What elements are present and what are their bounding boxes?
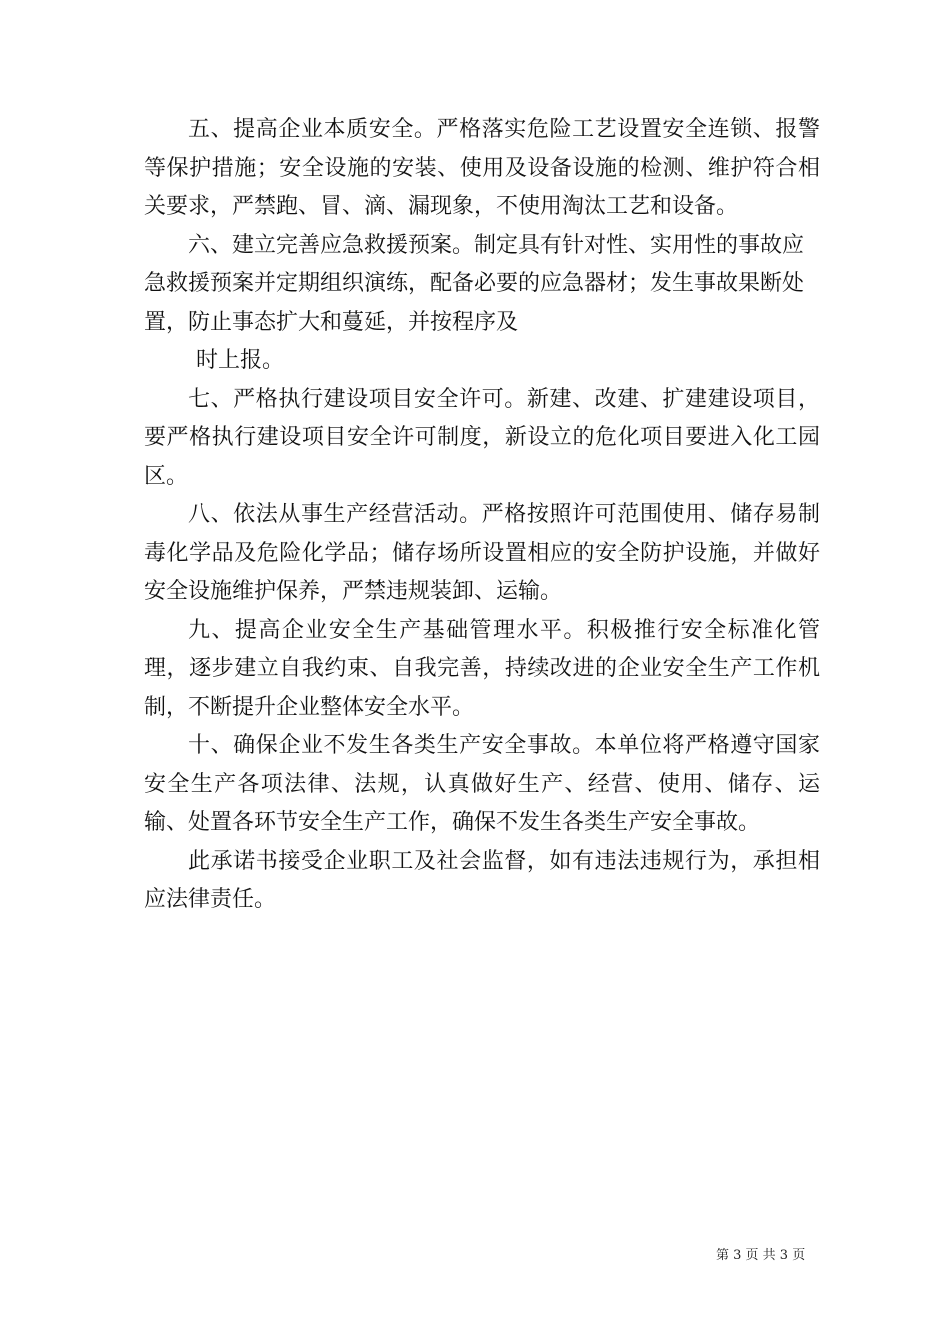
paragraph-five: 五、提高企业本质安全。严格落实危险工艺设置安全连锁、报警等保护措施；安全设施的安装、使用及设备设施的检测、维护符合相关要求，严禁跑、冒、滴、漏现象，不使用淘汰工艺和设备。 <box>144 117 820 219</box>
document-body <box>144 111 820 920</box>
paragraph-nine: 九、提高企业安全生产基础管理水平。积极推行安全标准化管理，逐步建立自我约束、自我完善，持续改进的企业安全生产工作机制，不断提升企业整体安全水平。 <box>144 617 820 720</box>
paragraph-eight: 八、依法从事生产经营活动。严格按照许可范围使用、储存易制毒化学品及危险化学品；储存场所设置相应的安全防护设施，并做好安全设施维护保养，严禁违规装卸、运输。 <box>144 502 820 604</box>
paragraph-six: 六、建立完善应急救援预案。制定具有针对性、实用性的事故应急救援预案并定期组织演练，配备必要的应急器材；发生事故果断处置，防止事态扩大和蔓延，并按程序及 <box>144 232 805 335</box>
paragraph-closing: 此承诺书接受企业职工及社会监督，如有违法违规行为，承担相应法律责任。 <box>144 848 820 912</box>
paragraph-seven: 七、严格执行建设项目安全许可。新建、改建、扩建建设项目，要严格执行建设项目安全许可制度，新设立的危化项目要进入化工园区。 <box>144 386 820 489</box>
paragraph-ten: 十、确保企业不发生各类生产安全事故。本单位将严格遵守国家安全生产各项法律、法规，认真做好生产、经营、使用、储存、运输、处置各环节安全生产工作，确保不发生各类生产安全事故。 <box>144 733 820 835</box>
page-number-footer: 第 3 页 共 3 页 <box>716 1248 806 1263</box>
paragraph-six-continuation: 时上报。 <box>196 348 285 373</box>
